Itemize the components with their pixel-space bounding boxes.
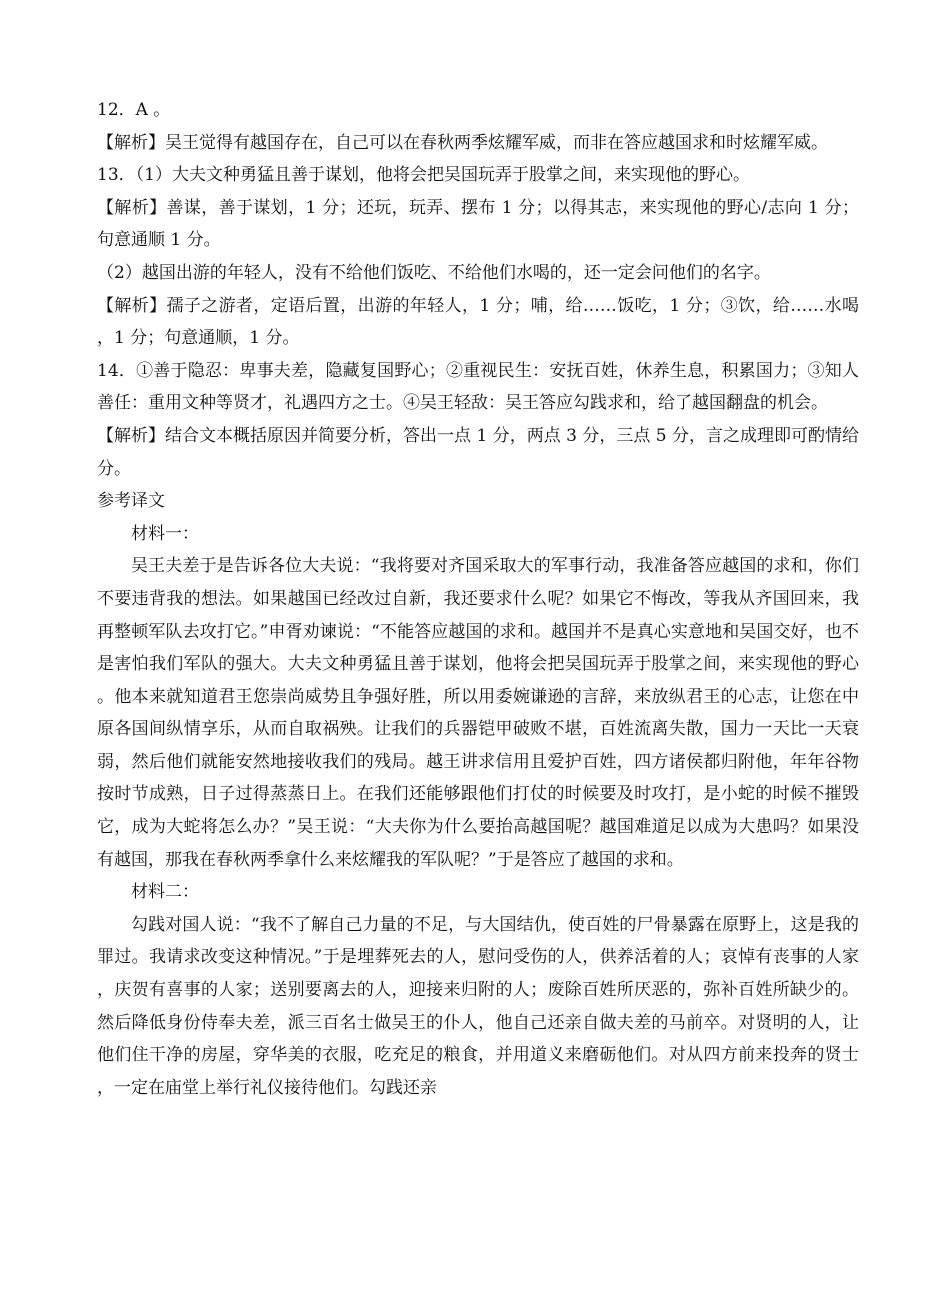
question-13-part-2-answer: （2）越国出游的年轻人，没有不给他们饭吃、不给他们水喝的，还一定会问他们的名字。: [97, 262, 771, 283]
material-one-translation: 吴王夫差于是告诉各位大夫说：“我将要对齐国采取大的军事行动，我准备答应越国的求和，你们不要违背我的想法。如果越国已经改过自新，我还要求什么呢？如果它不悔改，等我从齐国回来，我再整顿军队去攻打它。”申胥劝谏说：“不能答应越国的求和。越国并不是真心实意地和吴国交好，也不是害怕我们军队的强大。大夫文种勇猛且善于谋划，他将会把吴国玩弄于股掌之间，来实现他的野心。他本来就知道君王您崇尚威势且争强好胜，所以用委婉谦逊的言辞，来放纵君王的心志，让您在中原各国间纵情享乐，从而自取祸殃。让我们的兵器铠甲破败不堪，百姓流离失散，国力一天比一天衰弱，然后他们就能安然地接收我们的残局。越王讲求信用且爱护百姓，四方诸侯都归附他，年年谷物按时节成熟，日子过得蒸蒸日上。在我们还能够跟他们打仗的时候要及时攻打，是小蛇的时候不摧毁它，成为大蛇将怎么办？”吴王说：“大夫你为什么要抬高越国呢？越国难道足以成为大患吗？如果没有越国，那我在春秋两季拿什么来炫耀我的军队呢？”于是答应了越国的求和。: [97, 556, 859, 870]
material-one-heading: 材料一：: [131, 523, 199, 544]
material-two-translation: 勾践对国人说：“我不了解自己力量的不足，与大国结仇，使百姓的尸骨暴露在原野上，这是我的罪过。我请求改变这种情况。”于是埋葬死去的人，慰问受伤的人，供养活着的人；哀悼有丧事的人家，庆贺有喜事的人家；送别要离去的人，迎接来归附的人；废除百姓所厌恶的，弥补百姓所缺少的。然后降低身份侍奉夫差，派三百名士做吴王的仆人，他自己还亲自做夫差的马前卒。对贤明的人，让他们住干净的房屋，穿华美的衣服，吃充足的粮食，并用道义来磨砺他们。对从四方前来投奔的贤士，一定在庙堂上举行礼仪接待他们。勾践还亲: [97, 914, 859, 1098]
question-13-part-1-analysis: 【解析】善谋，善于谋划，1 分；还玩，玩弄、摆布 1 分；以得其志，来实现他的野心/志向 1 分；句意通顺 1 分。: [97, 197, 859, 251]
question-12-analysis: 【解析】吴王觉得有越国存在，自己可以在春秋两季炫耀军威，而非在答应越国求和时炫耀军威。: [97, 132, 828, 153]
question-12-answer: 12．A 。: [97, 100, 171, 120]
answer-key-content: [97, 94, 859, 1104]
question-13-part-1-answer: 13．（1）大夫文种勇猛且善于谋划，他将会把吴国玩弄于股掌之间，来实现他的野心。: [97, 165, 750, 186]
material-two-heading: 材料二：: [131, 882, 199, 903]
question-13-part-2-analysis: 【解析】孺子之游者，定语后置，出游的年轻人，1 分；哺，给……饭吃，1 分；③饮，给……水喝，1 分；句意通顺，1 分。: [97, 295, 859, 349]
reference-translation-heading: 参考译文: [97, 491, 165, 512]
question-14-analysis: 【解析】结合文本概括原因并简要分析，答出一点 1 分，两点 3 分，三点 5 分，言之成理即可酌情给分。: [97, 425, 859, 479]
question-14-answer: 14．①善于隐忍：卑事夫差，隐藏复国野心；②重视民生：安抚百姓，休养生息，积累国力；③知人善任：重用文种等贤才，礼遇四方之士。④吴王轻敌：吴王答应勾践求和，给了越国翻盘的机会。: [97, 360, 859, 414]
